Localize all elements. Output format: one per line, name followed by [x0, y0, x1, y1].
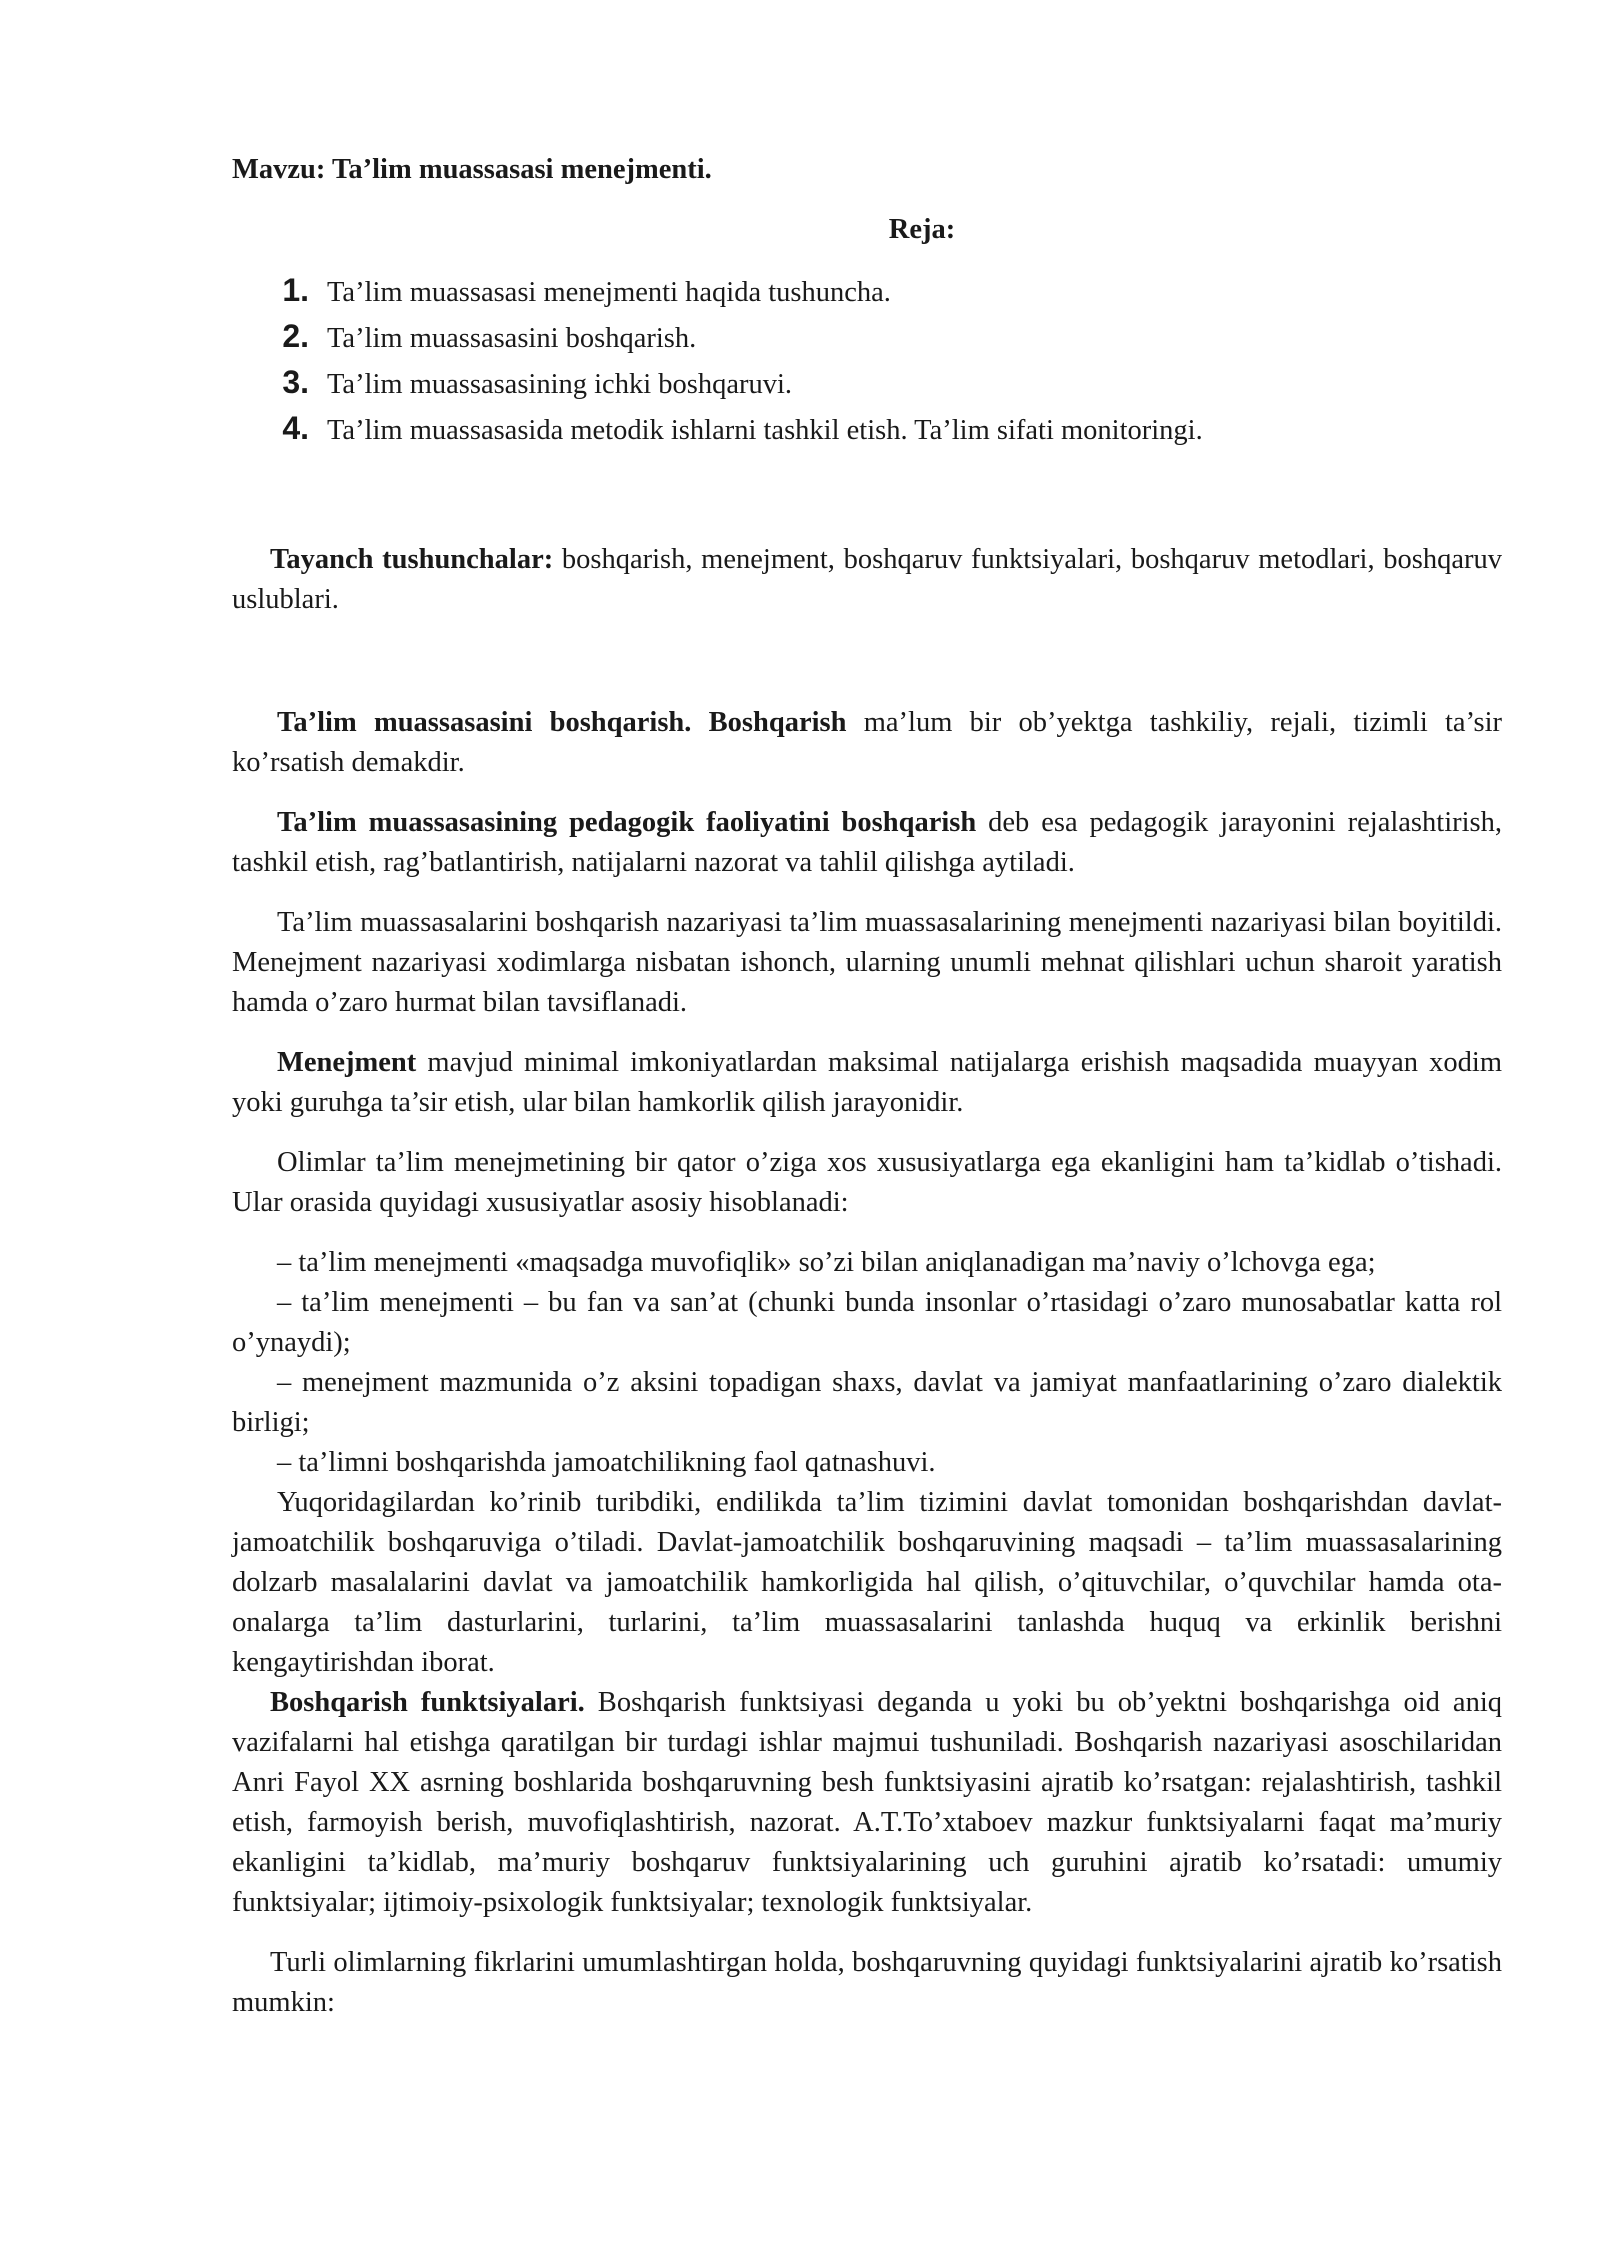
paragraph-text: mavjud minimal imkoniyatlardan maksimal natijalarga erishish maqsadida muayyan xodim yoki guruhga ta’sir etish, ular bilan hamkorlik qilish jarayonidir. — [232, 1047, 1502, 1118]
keywords-label: Tayanch tushunchalar: — [270, 544, 554, 575]
dash-item: – menejment mazmunida o’z aksini topadigan shaxs, davlat va jamiyat manfaatlarining o’zaro dialektik birligi; — [232, 1367, 1502, 1438]
plan-item-number: 4. — [282, 410, 309, 446]
plan-item-text: Ta’lim muassasasining ichki boshqaruvi. — [327, 369, 793, 400]
plan-item-number: 2. — [282, 318, 309, 354]
paragraph-bold-term: Ta’lim muassasasini boshqarish. — [277, 707, 692, 738]
dash-item: – ta’lim menejmenti – bu fan va san’at (chunki bunda insonlar o’rtasidagi o’zaro munosabatlar katta rol o’ynaydi); — [232, 1287, 1502, 1358]
paragraph-text: Boshqarish funktsiyasi deganda u yoki bu ob’yektni boshqarishga oid aniq vazifalarni hal etishga qaratilgan bir turdagi ishlar majmui tushuniladi. Boshqarish nazariyasi asoschilaridan Anri Fayol XX asrning boshlarida boshqaruvning besh funktsiyasini ajratib ko’rsatgan: rejalashtirish, tashkil etish, farmoyish berish, muvofiqlashtirish, nazorat. A.T.To’xtaboev mazkur funktsiyalarni faqat ma’muriy ekanligini ta’kidlab, ma’muriy boshqaruv funktsiyalarining uch guruhini ajratib ko’rsatadi: umumiy funktsiyalar; ijtimoiy-psixologik funktsiyalar; texnologik funktsiyalar. — [232, 1687, 1502, 1918]
plan-item-text: Ta’lim muassasasida metodik ishlarni tashkil etish. Ta’lim sifati monitoringi. — [327, 415, 1203, 446]
paragraph-text: deb esa pedagogik jarayonini rejalashtirish, tashkil etish, rag’batlantirish, natijalarni nazorat va tahlil qilishga aytiladi. — [232, 807, 1502, 878]
paragraph-bold-term: Menejment — [277, 1047, 417, 1078]
plan-item-number: 1. — [282, 272, 309, 308]
dash-item: – ta’limni boshqarishda jamoatchilikning faol qatnashuvi. — [277, 1447, 936, 1478]
dash-item: – ta’lim menejmenti «maqsadga muvofiqlik» so’zi bilan aniqlanadigan ma’naviy o’lchovga ega; — [277, 1247, 1376, 1278]
paragraph-bold-term: Boshqarish — [691, 707, 847, 738]
document-page — [232, 150, 1502, 2023]
plan-list — [232, 270, 1502, 454]
paragraph-bold-term: Boshqarish funktsiyalari. — [270, 1687, 585, 1718]
paragraph-bold-term: Ta’lim muassasasining pedagogik faoliyatini boshqarish — [277, 807, 977, 838]
plan-item-text: Ta’lim muassasasi menejmenti haqida tushuncha. — [327, 277, 891, 308]
plan-heading: Reja: — [888, 214, 956, 245]
paragraph-boshqarish — [232, 703, 1502, 783]
keywords-paragraph — [232, 540, 1502, 620]
paragraph-funktsiyalar — [232, 1683, 1502, 1923]
paragraph-menejment — [232, 1043, 1502, 1123]
paragraph-nazariya: Ta’lim muassasalarini boshqarish nazariyasi ta’lim muassasalarining menejmenti nazariyasi bilan boyitildi. Menejment nazariyasi xodimlarga nisbatan ishonch, ularning unumli mehnat qilishlari uchun sharoit yaratish hamda o’zaro hurmat bilan tavsiflanadi. — [232, 907, 1502, 1018]
paragraph-pedagogik — [232, 803, 1502, 883]
paragraph-yuqoridagilardan: Yuqoridagilardan ko’rinib turibdiki, endilikda ta’lim tizimini davlat tomonidan boshqarishdan davlat-jamoatchilik boshqaruviga o’tiladi. Davlat-jamoatchilik boshqaruvining maqsadi – ta’lim muassasalarining dolzarb masalalarini davlat va jamoatchilik hamkorligida hal qilish, o’qituvchilar, o’quvchilar hamda ota-onalarga ta’lim dasturlarini, turlarini, ta’lim muassasalarini tanlashda huquq va erkinlik berishni kengaytirishdan iborat. — [232, 1487, 1502, 1678]
document-title: Mavzu: Ta’lim muassasasi menejmenti. — [232, 154, 712, 185]
plan-item-text: Ta’lim muassasasini boshqarish. — [327, 323, 697, 354]
plan-item — [232, 408, 1502, 454]
paragraph-turli-olimlar: Turli olimlarning fikrlarini umumlashtirgan holda, boshqaruvning quyidagi funktsiyalarini ajratib ko’rsatish mumkin: — [232, 1947, 1502, 2018]
keywords-text: boshqarish, menejment, boshqaruv funktsiyalari, boshqaruv metodlari, boshqaruv uslublari. — [232, 544, 1502, 615]
paragraph-text: ma’lum bir ob’yektga tashkiliy, rejali, tizimli ta’sir ko’rsatish demakdir. — [232, 707, 1503, 778]
plan-item — [232, 362, 1502, 408]
plan-item — [232, 270, 1502, 316]
paragraph-olimlar: Olimlar ta’lim menejmetining bir qator o’ziga xos xususiyatlarga ega ekanligini ham ta’kidlab o’tishadi. Ular orasida quyidagi xususiyatlar asosiy hisoblanadi: — [232, 1147, 1502, 1218]
dash-list — [232, 1243, 1502, 1483]
plan-item-number: 3. — [282, 364, 309, 400]
plan-item — [232, 316, 1502, 362]
